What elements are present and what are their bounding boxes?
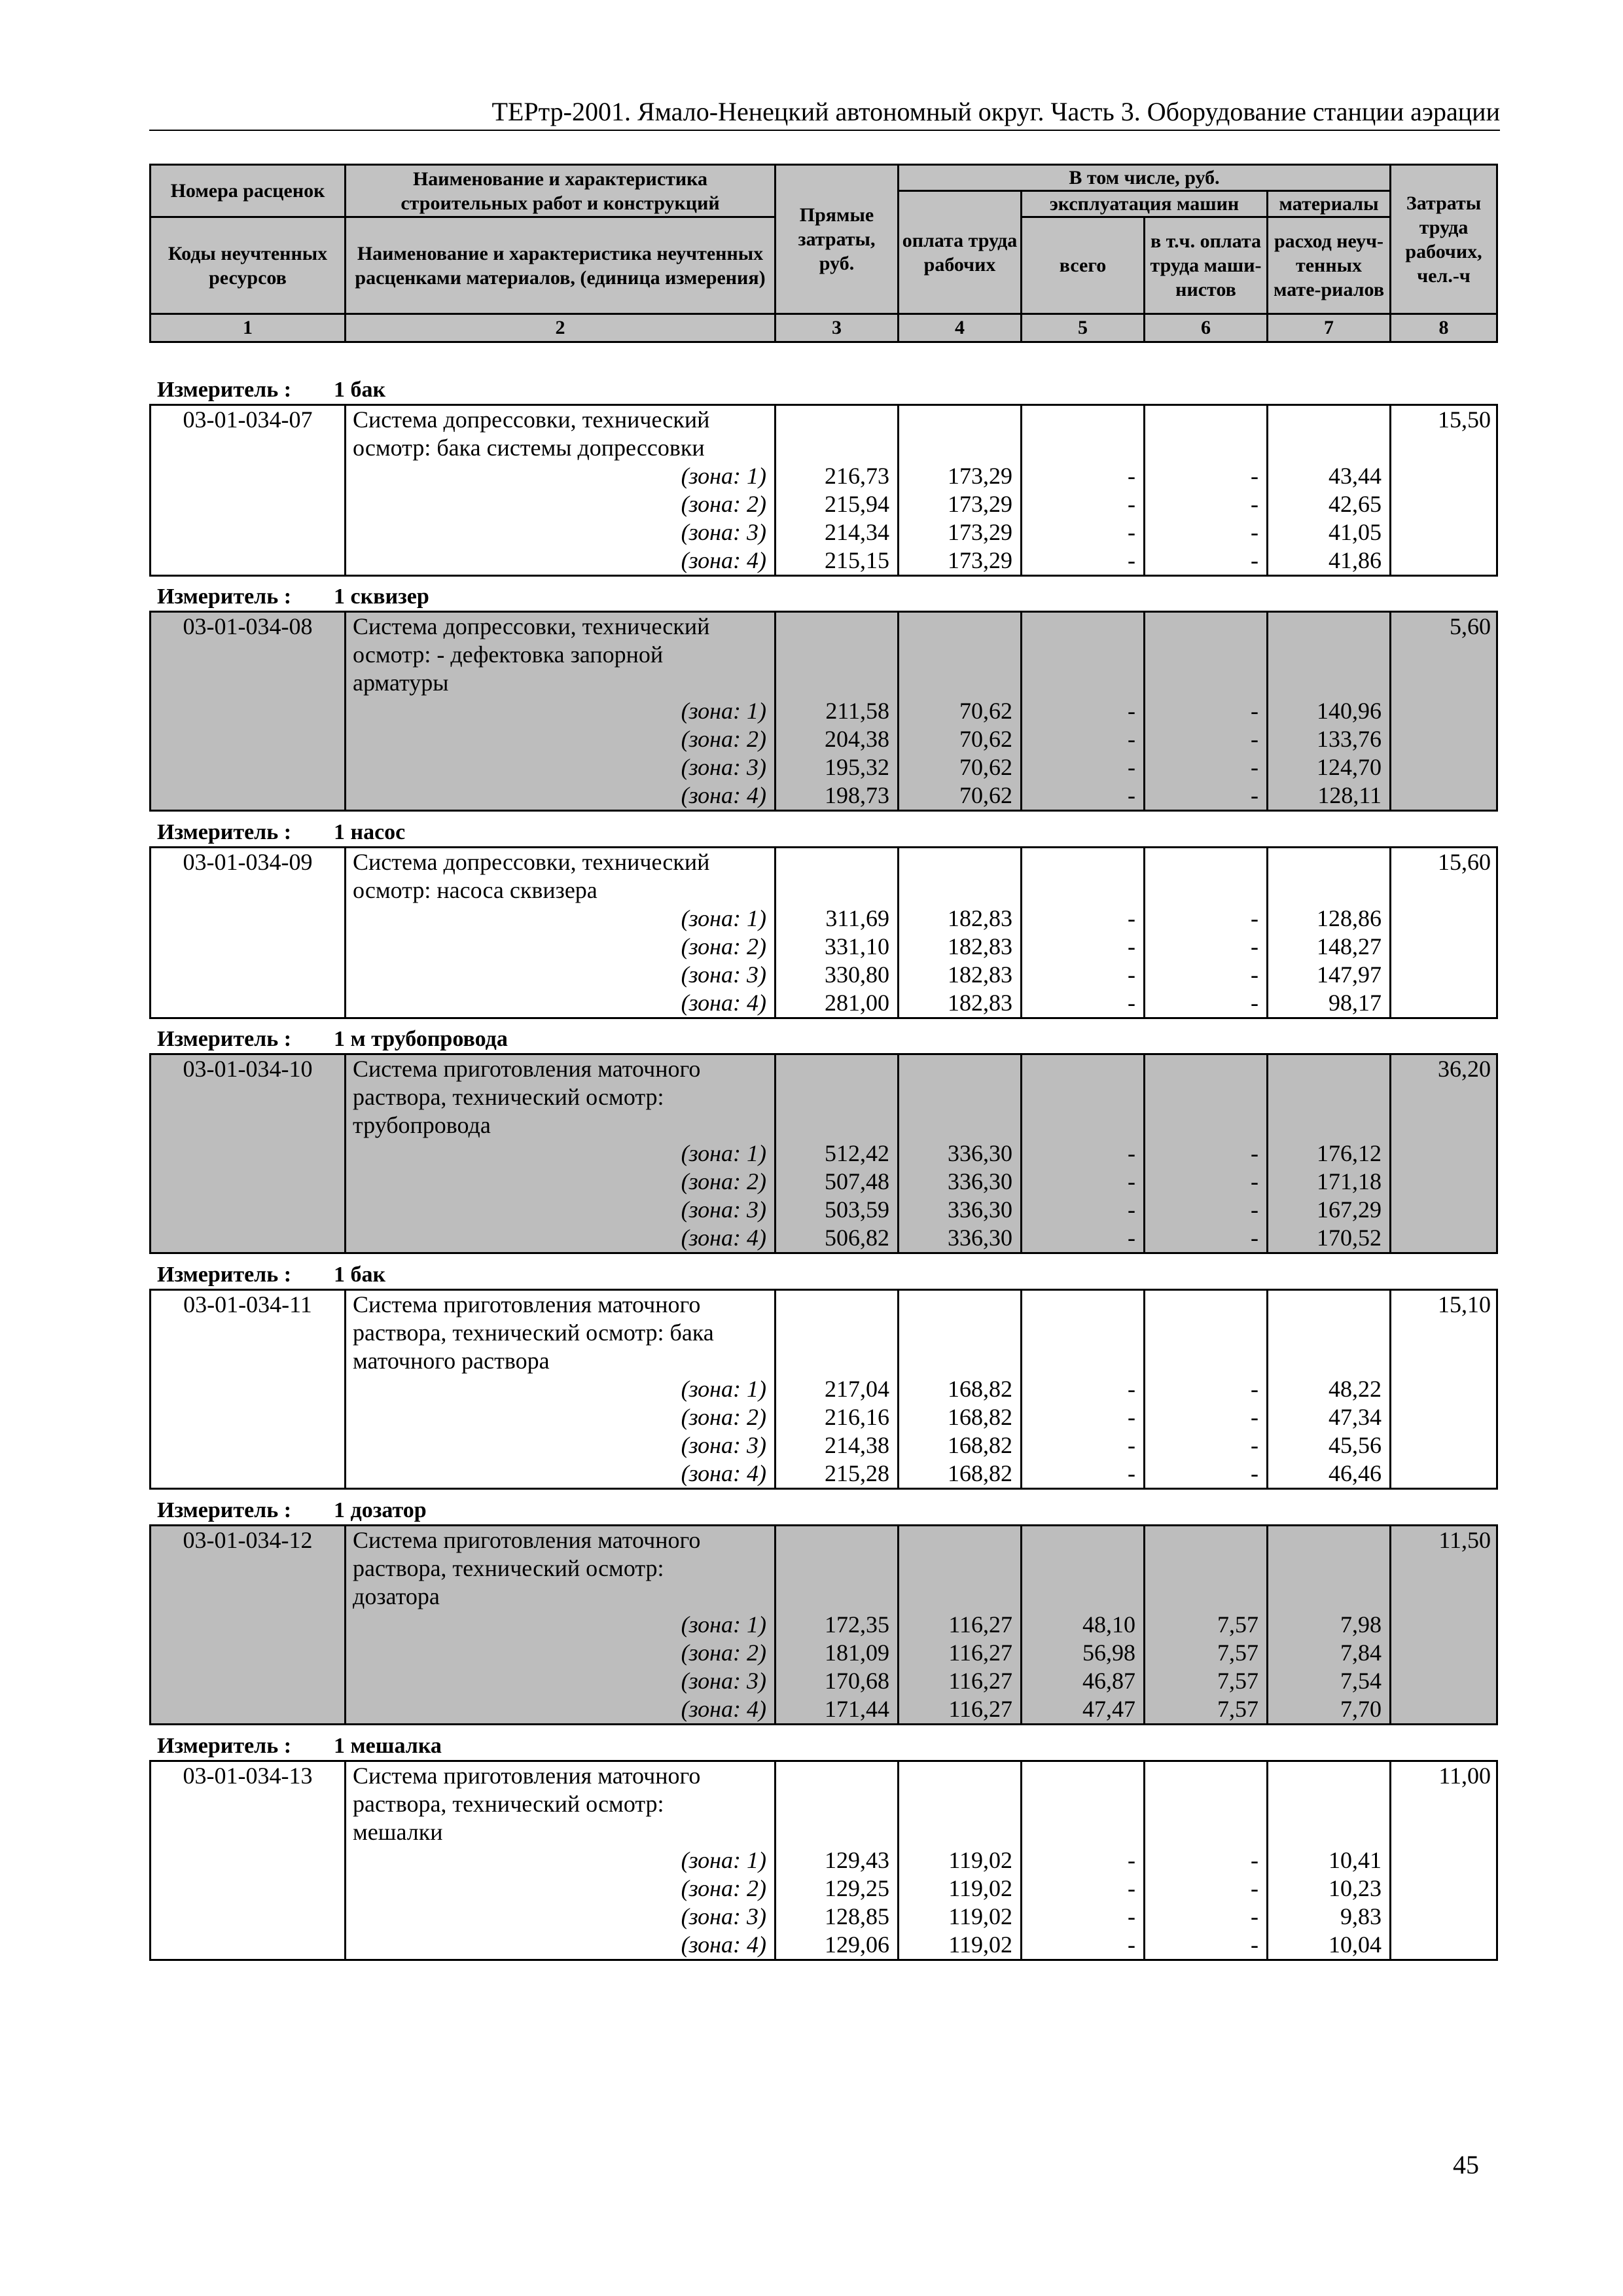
header-labor-costs: Затраты труда рабочих, чел.-ч [1391, 165, 1497, 314]
labor-pay: 182,83 [948, 933, 1012, 960]
direct-cost: 211,58 [825, 698, 889, 724]
rate-name-line: Система допрессовки, технический [353, 849, 710, 875]
measure-label: Измеритель : [157, 1498, 292, 1522]
machinist-pay: - [1251, 1875, 1258, 1901]
materials-cost: 41,86 [1329, 547, 1382, 573]
zone-label: (зона: 1) [681, 905, 766, 931]
page-number: 45 [1453, 2150, 1479, 2179]
labor-pay: 336,30 [948, 1225, 1012, 1251]
machines-total: - [1128, 1196, 1135, 1223]
header-material-name: Наименование и характеристика неучтенных расценками материалов, (единица измерения) [346, 217, 776, 314]
measure-label: Измеритель : [157, 820, 292, 844]
direct-cost: 506,82 [825, 1225, 889, 1251]
zone-label: (зона: 4) [681, 1460, 766, 1486]
machinist-pay: - [1251, 698, 1258, 724]
column-number: 7 [1268, 314, 1391, 342]
rate-group [149, 583, 1489, 812]
rate-name-line: дозатора [353, 1583, 440, 1609]
machinist-pay: - [1251, 990, 1258, 1016]
zone-label: (зона: 2) [681, 1640, 766, 1666]
header-unaccounted-materials: расход неуч-тенных мате-риалов [1268, 217, 1391, 314]
labor-pay: 336,30 [948, 1196, 1012, 1223]
direct-cost: 215,15 [825, 547, 889, 573]
materials-cost: 7,70 [1340, 1696, 1382, 1722]
machines-total: - [1128, 1168, 1135, 1194]
materials-cost: 45,56 [1329, 1432, 1382, 1458]
labor-pay: 119,02 [948, 1931, 1012, 1958]
materials-cost: 10,04 [1329, 1931, 1382, 1958]
machines-total: 56,98 [1082, 1640, 1135, 1666]
rate-name-line: Система допрессовки, технический [353, 406, 710, 433]
materials-cost: 7,54 [1340, 1668, 1382, 1694]
zone-label: (зона: 4) [681, 1696, 766, 1722]
machinist-pay: - [1251, 933, 1258, 960]
rate-name-line: маточного раствора [353, 1348, 550, 1374]
labor-hours: 15,50 [1438, 406, 1491, 433]
materials-cost: 41,05 [1329, 519, 1382, 545]
direct-cost: 331,10 [825, 933, 889, 960]
measure-row [149, 1732, 1489, 1760]
direct-cost: 311,69 [825, 905, 889, 931]
rate-name-line: мешалки [353, 1819, 443, 1845]
machines-total: - [1128, 1460, 1135, 1486]
direct-cost: 214,38 [825, 1432, 889, 1458]
page-header: ТЕРтр-2001. Ямало-Ненецкий автономный округ. Часть 3. Оборудование станции аэрации [149, 96, 1500, 131]
direct-cost: 128,85 [825, 1903, 889, 1929]
machines-total: 48,10 [1082, 1611, 1135, 1638]
labor-pay: 119,02 [948, 1903, 1012, 1929]
column-number: 4 [899, 314, 1022, 342]
zone-label: (зона: 4) [681, 1931, 766, 1958]
labor-pay: 168,82 [948, 1404, 1012, 1430]
materials-cost: 10,41 [1329, 1847, 1382, 1873]
machinist-pay: 7,57 [1217, 1640, 1258, 1666]
measure-unit: 1 бак [334, 1263, 386, 1287]
rate-code: 03-01-034-09 [183, 849, 313, 875]
zone-label: (зона: 4) [681, 547, 766, 573]
materials-cost: 128,86 [1317, 905, 1382, 931]
measure-unit: 1 насос [334, 820, 406, 844]
direct-cost: 215,94 [825, 491, 889, 517]
labor-pay: 168,82 [948, 1432, 1012, 1458]
labor-hours: 5,60 [1450, 613, 1491, 639]
materials-cost: 43,44 [1329, 463, 1382, 489]
rate-code: 03-01-034-13 [183, 1763, 313, 1789]
labor-pay: 182,83 [948, 961, 1012, 988]
materials-cost: 140,96 [1317, 698, 1382, 724]
rate-table [149, 846, 1498, 1019]
zone-label: (зона: 1) [681, 1847, 766, 1873]
zone-label: (зона: 3) [681, 1903, 766, 1929]
materials-cost: 48,22 [1329, 1376, 1382, 1402]
labor-pay: 182,83 [948, 905, 1012, 931]
rate-name-line: арматуры [353, 670, 449, 696]
rate-group [149, 1732, 1489, 1961]
measure-row [149, 818, 1489, 846]
measure-label: Измеритель : [157, 1734, 292, 1758]
machines-total: - [1128, 1225, 1135, 1251]
labor-pay: 336,30 [948, 1140, 1012, 1166]
machines-total: - [1128, 1847, 1135, 1873]
machines-total: - [1128, 519, 1135, 545]
rate-code: 03-01-034-08 [183, 613, 313, 639]
header-direct-costs: Прямые затраты, руб. [776, 165, 899, 314]
zone-label: (зона: 3) [681, 754, 766, 780]
column-number: 3 [776, 314, 899, 342]
machinist-pay: - [1251, 905, 1258, 931]
machines-total: - [1128, 1140, 1135, 1166]
measure-label: Измеритель : [157, 1263, 292, 1287]
machinist-pay: - [1251, 1903, 1258, 1929]
measure-row [149, 1025, 1489, 1053]
column-number-row [151, 314, 1497, 342]
labor-pay: 173,29 [948, 547, 1012, 573]
machines-total: - [1128, 961, 1135, 988]
machines-total: - [1128, 782, 1135, 808]
materials-cost: 47,34 [1329, 1404, 1382, 1430]
materials-cost: 176,12 [1317, 1140, 1382, 1166]
direct-cost: 512,42 [825, 1140, 889, 1166]
machines-total: - [1128, 1432, 1135, 1458]
materials-cost: 133,76 [1317, 726, 1382, 752]
header-machinist-pay: в т.ч. оплата труда маши-нистов [1145, 217, 1268, 314]
measure-unit: 1 сквизер [334, 584, 429, 609]
rate-name-line: осмотр: - дефектовка запорной [353, 641, 664, 668]
rate-name-line: осмотр: бака системы допрессовки [353, 435, 705, 461]
machines-total: 47,47 [1082, 1696, 1135, 1722]
table-header [149, 164, 1498, 343]
rate-table [149, 404, 1498, 577]
zone-label: (зона: 3) [681, 1668, 766, 1694]
zone-label: (зона: 1) [681, 1376, 766, 1402]
materials-cost: 7,84 [1340, 1640, 1382, 1666]
measure-label: Измеритель : [157, 1027, 292, 1051]
labor-pay: 70,62 [959, 698, 1012, 724]
header-materials: материалы [1268, 191, 1391, 217]
measure-row [149, 1261, 1489, 1289]
machinist-pay: 7,57 [1217, 1668, 1258, 1694]
direct-cost: 198,73 [825, 782, 889, 808]
labor-hours: 15,60 [1438, 849, 1491, 875]
rate-table [149, 1760, 1498, 1961]
zone-label: (зона: 2) [681, 1404, 766, 1430]
labor-hours: 11,00 [1438, 1763, 1491, 1789]
materials-cost: 148,27 [1317, 933, 1382, 960]
materials-cost: 128,11 [1317, 782, 1382, 808]
labor-pay: 119,02 [948, 1847, 1012, 1873]
measure-label: Измеритель : [157, 584, 292, 609]
rate-name-line: раствора, технический осмотр: [353, 1555, 664, 1581]
column-number: 6 [1145, 314, 1268, 342]
labor-pay: 336,30 [948, 1168, 1012, 1194]
zone-label: (зона: 1) [681, 698, 766, 724]
rate-name-line: Система приготовления маточного [353, 1056, 701, 1082]
zone-label: (зона: 3) [681, 1432, 766, 1458]
zone-label: (зона: 4) [681, 990, 766, 1016]
machinist-pay: - [1251, 1847, 1258, 1873]
machines-total: - [1128, 726, 1135, 752]
zone-label: (зона: 3) [681, 519, 766, 545]
zone-label: (зона: 1) [681, 463, 766, 489]
measure-row [149, 583, 1489, 611]
machines-total: - [1128, 1376, 1135, 1402]
machines-total: - [1128, 547, 1135, 573]
zone-label: (зона: 2) [681, 491, 766, 517]
direct-cost: 204,38 [825, 726, 889, 752]
labor-pay: 70,62 [959, 754, 1012, 780]
direct-cost: 129,43 [825, 1847, 889, 1873]
machinist-pay: - [1251, 463, 1258, 489]
rate-name-line: трубопровода [353, 1112, 491, 1138]
rate-table [149, 1053, 1498, 1254]
labor-hours: 11,50 [1438, 1527, 1491, 1553]
rate-group [149, 1496, 1489, 1725]
zone-label: (зона: 4) [681, 1225, 766, 1251]
header-including: В том числе, руб. [899, 165, 1391, 191]
machinist-pay: - [1251, 1432, 1258, 1458]
machinist-pay: - [1251, 1376, 1258, 1402]
header-rate-numbers: Номера расценок [151, 165, 346, 217]
labor-pay: 70,62 [959, 726, 1012, 752]
rate-group [149, 1261, 1489, 1490]
rate-name-line: раствора, технический осмотр: бака [353, 1319, 714, 1346]
rate-name-line: Система приготовления маточного [353, 1527, 701, 1553]
machines-total: 46,87 [1082, 1668, 1135, 1694]
zone-label: (зона: 1) [681, 1140, 766, 1166]
labor-pay: 173,29 [948, 519, 1012, 545]
column-number: 8 [1391, 314, 1497, 342]
labor-pay: 168,82 [948, 1376, 1012, 1402]
machinist-pay: - [1251, 519, 1258, 545]
direct-cost: 503,59 [825, 1196, 889, 1223]
rate-table [149, 1524, 1498, 1725]
machinist-pay: 7,57 [1217, 1611, 1258, 1638]
direct-cost: 216,73 [825, 463, 889, 489]
machines-total: - [1128, 463, 1135, 489]
machinist-pay: - [1251, 1225, 1258, 1251]
column-number: 2 [346, 314, 776, 342]
materials-cost: 171,18 [1317, 1168, 1382, 1194]
zone-label: (зона: 2) [681, 726, 766, 752]
rate-name-line: раствора, технический осмотр: [353, 1791, 664, 1817]
machinist-pay: - [1251, 961, 1258, 988]
measure-unit: 1 м трубопровода [334, 1027, 508, 1051]
machines-total: - [1128, 933, 1135, 960]
rate-name-line: осмотр: насоса сквизера [353, 877, 597, 903]
direct-cost: 129,25 [825, 1875, 889, 1901]
materials-cost: 167,29 [1317, 1196, 1382, 1223]
materials-cost: 124,70 [1317, 754, 1382, 780]
labor-pay: 116,27 [948, 1696, 1012, 1722]
zone-label: (зона: 4) [681, 782, 766, 808]
machines-total: - [1128, 905, 1135, 931]
machinist-pay: - [1251, 491, 1258, 517]
measure-unit: 1 бак [334, 378, 386, 402]
machines-total: - [1128, 1404, 1135, 1430]
machines-total: - [1128, 1903, 1135, 1929]
direct-cost: 507,48 [825, 1168, 889, 1194]
rate-name-line: Система приготовления маточного [353, 1763, 701, 1789]
zone-label: (зона: 2) [681, 1875, 766, 1901]
machinist-pay: 7,57 [1217, 1696, 1258, 1722]
rate-name-line: раствора, технический осмотр: [353, 1084, 664, 1110]
rate-code: 03-01-034-10 [183, 1056, 313, 1082]
zone-label: (зона: 2) [681, 1168, 766, 1194]
labor-hours: 36,20 [1438, 1056, 1491, 1082]
labor-pay: 116,27 [948, 1668, 1012, 1694]
zone-label: (зона: 2) [681, 933, 766, 960]
labor-pay: 116,27 [948, 1640, 1012, 1666]
materials-cost: 7,98 [1340, 1611, 1382, 1638]
labor-pay: 116,27 [948, 1611, 1012, 1638]
machinist-pay: - [1251, 1931, 1258, 1958]
header-work-name: Наименование и характеристика строительных работ и конструкций [346, 165, 776, 217]
direct-cost: 171,44 [825, 1696, 889, 1722]
labor-pay: 168,82 [948, 1460, 1012, 1486]
direct-cost: 181,09 [825, 1640, 889, 1666]
zone-label: (зона: 3) [681, 961, 766, 988]
header-resource-codes: Коды неучтенных ресурсов [151, 217, 346, 314]
machinist-pay: - [1251, 1460, 1258, 1486]
machines-total: - [1128, 698, 1135, 724]
direct-cost: 215,28 [825, 1460, 889, 1486]
direct-cost: 170,68 [825, 1668, 889, 1694]
direct-cost: 214,34 [825, 519, 889, 545]
labor-hours: 15,10 [1438, 1291, 1491, 1318]
direct-cost: 129,06 [825, 1931, 889, 1958]
machinist-pay: - [1251, 1404, 1258, 1430]
direct-cost: 217,04 [825, 1376, 889, 1402]
direct-cost: 195,32 [825, 754, 889, 780]
materials-cost: 10,23 [1329, 1875, 1382, 1901]
machinist-pay: - [1251, 1196, 1258, 1223]
measure-label: Измеритель : [157, 378, 292, 402]
labor-pay: 173,29 [948, 463, 1012, 489]
rate-group [149, 1025, 1489, 1254]
zone-label: (зона: 3) [681, 1196, 766, 1223]
machines-total: - [1128, 754, 1135, 780]
materials-cost: 42,65 [1329, 491, 1382, 517]
direct-cost: 216,16 [825, 1404, 889, 1430]
direct-cost: 330,80 [825, 961, 889, 988]
machinist-pay: - [1251, 782, 1258, 808]
machinist-pay: - [1251, 547, 1258, 573]
machines-total: - [1128, 1875, 1135, 1901]
labor-pay: 182,83 [948, 990, 1012, 1016]
rate-name-line: Система допрессовки, технический [353, 613, 710, 639]
column-number: 5 [1022, 314, 1145, 342]
direct-cost: 281,00 [825, 990, 889, 1016]
rate-table [149, 1289, 1498, 1490]
materials-cost: 46,46 [1329, 1460, 1382, 1486]
measure-row [149, 376, 1489, 404]
direct-cost: 172,35 [825, 1611, 889, 1638]
rate-group [149, 376, 1489, 577]
rate-table [149, 611, 1498, 812]
zone-label: (зона: 1) [681, 1611, 766, 1638]
machinist-pay: - [1251, 1168, 1258, 1194]
machines-total: - [1128, 990, 1135, 1016]
rate-name-line: Система приготовления маточного [353, 1291, 701, 1318]
header-machines-total: всего [1022, 217, 1145, 314]
materials-cost: 9,83 [1340, 1903, 1382, 1929]
labor-pay: 173,29 [948, 491, 1012, 517]
materials-cost: 98,17 [1329, 990, 1382, 1016]
header-machine-operation: эксплуатация машин [1022, 191, 1268, 217]
labor-pay: 70,62 [959, 782, 1012, 808]
machines-total: - [1128, 491, 1135, 517]
machinist-pay: - [1251, 726, 1258, 752]
measure-unit: 1 мешалка [334, 1734, 442, 1758]
column-number: 1 [151, 314, 346, 342]
labor-pay: 119,02 [948, 1875, 1012, 1901]
materials-cost: 147,97 [1317, 961, 1382, 988]
measure-row [149, 1496, 1489, 1524]
rate-code: 03-01-034-12 [183, 1527, 313, 1553]
measure-unit: 1 дозатор [334, 1498, 427, 1522]
rate-code: 03-01-034-11 [183, 1291, 312, 1318]
header-labor-pay: оплата труда рабочих [899, 191, 1022, 314]
materials-cost: 170,52 [1317, 1225, 1382, 1251]
machines-total: - [1128, 1931, 1135, 1958]
machinist-pay: - [1251, 754, 1258, 780]
rate-group [149, 818, 1489, 1019]
machinist-pay: - [1251, 1140, 1258, 1166]
rate-code: 03-01-034-07 [183, 406, 313, 433]
